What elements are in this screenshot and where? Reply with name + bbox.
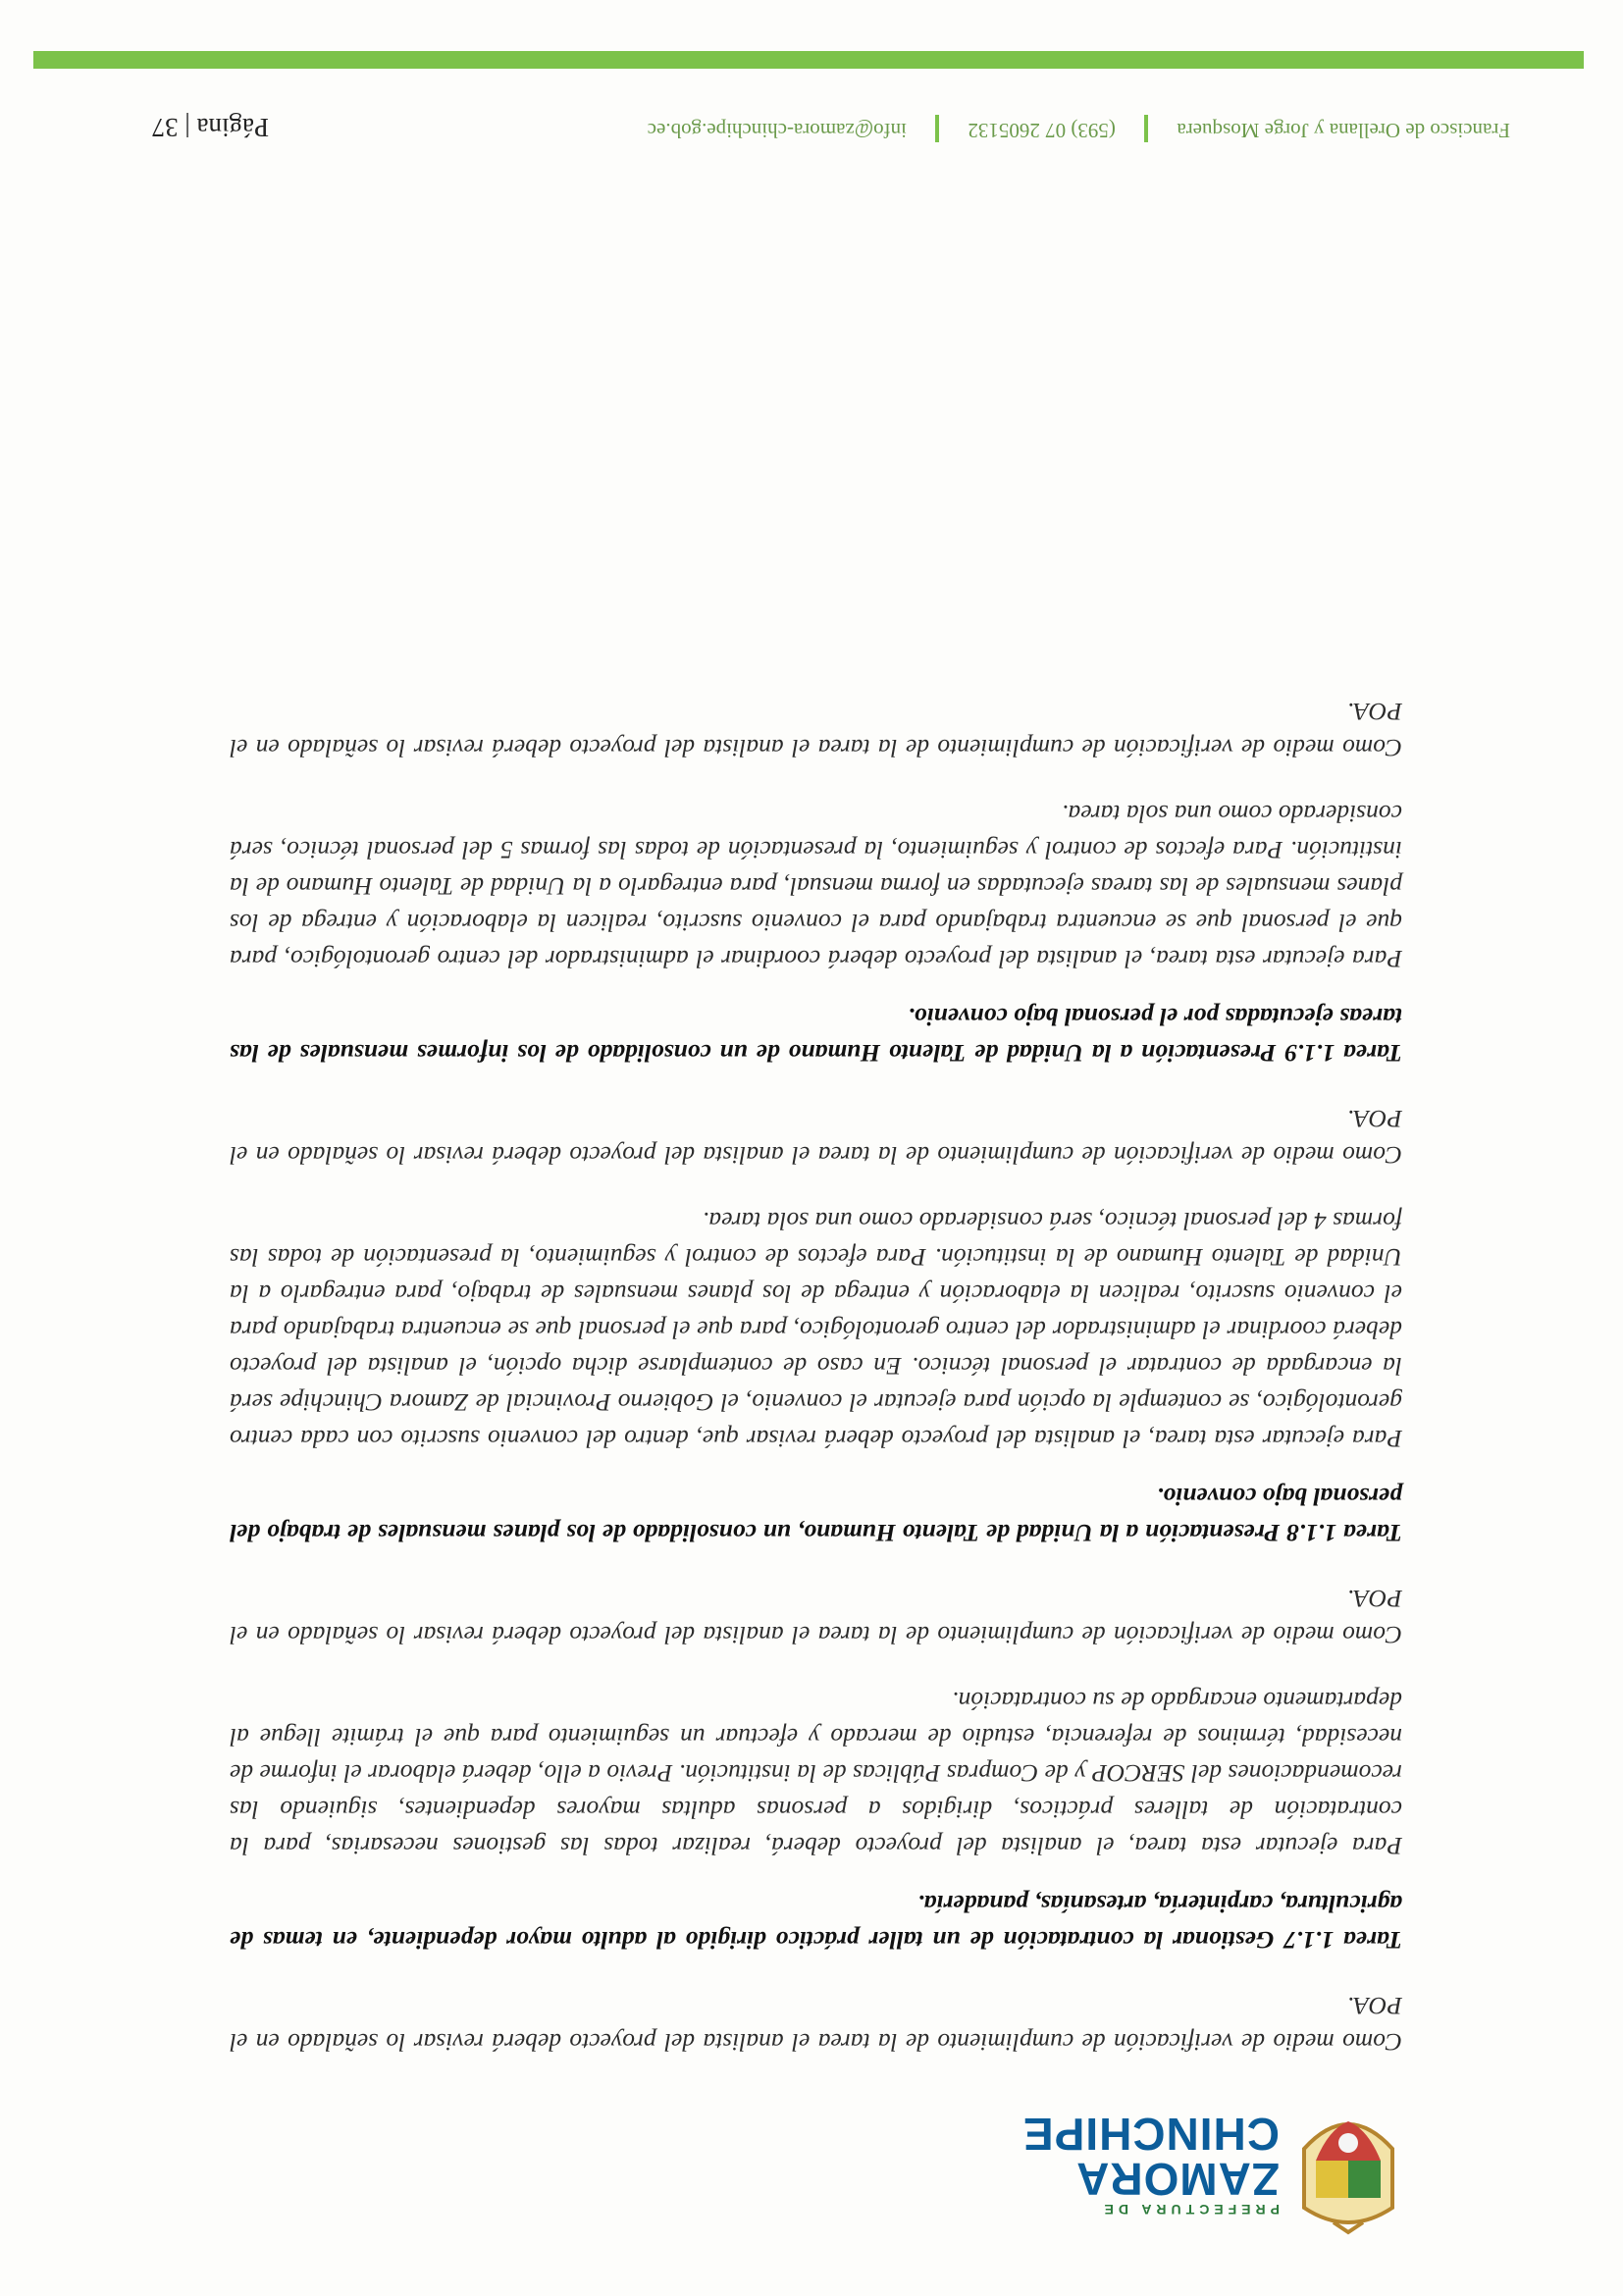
logo-line2: ZAMORA: [1075, 2154, 1280, 2205]
paragraph: Como medio de verificación de cumplimiento de la tarea el analista del proyecto deberá revisar lo señalado en el POA.: [230, 1585, 1402, 1649]
paragraph: Como medio de verificación de cumplimiento de la tarea el analista del proyecto deberá revisar lo señalado en el POA.: [230, 1105, 1402, 1170]
prefecture-logo: [892, 2100, 1402, 2237]
paragraph: Como medio de verificación de cumplimiento de la tarea el analista del proyecto deberá revisar lo señalado en el POA.: [230, 1992, 1402, 2057]
task-heading: Tarea 1.1.7 Gestionar la contratación de un taller práctico dirigido al adulto mayor dependiente, en temas de agricultura, carpintería, artesanías, panadería.: [230, 1890, 1402, 1955]
footer-email: info@zamora-chinchipe.gob.ec: [647, 119, 907, 142]
paragraph: Como medio de verificación de cumplimiento de la tarea el analista del proyecto deberá revisar lo señalado en el POA.: [230, 698, 1402, 762]
task-heading: Tarea 1.1.9 Presentación a la Unidad de Talento Humano de un consolidado de los informes mensuales de las tareas ejecutadas por el personal bajo convenio.: [230, 1003, 1402, 1068]
coat-of-arms-icon: [1294, 2100, 1402, 2237]
document-body: [230, 664, 1402, 2061]
footer-separator: [935, 115, 939, 142]
footer-separator: [1144, 115, 1148, 142]
page-number: Página | 37: [151, 113, 269, 142]
task-heading: Tarea 1.1.8 Presentación a la Unidad de Talento Humano, un consolidado de los planes mensuales de trabajo del personal bajo convenio.: [230, 1483, 1402, 1547]
paragraph: Para ejecutar esta tarea, el analista del proyecto deberá, realizar todas las gestiones necesarias, para la contratación de talleres prácticos, dirigidos a personas adultas mayores dependientes, siguiendo las recomendaciones del SERCOP y de Compras Públicas de la institución. Previo a ello, deberá elaborar el informe de necesidad, términos de referencia, estudio de mercado y efectuar un seguimiento para que el trámite llegue al departamento encargado de su contratación.: [230, 1687, 1402, 1860]
logo-line1: PREFECTURA DE: [1099, 2202, 1280, 2218]
green-header-bar: [33, 51, 1584, 69]
footer-phone: (593) 07 2605132: [968, 119, 1116, 142]
paragraph: Para ejecutar esta tarea, el analista del proyecto deberá revisar que, dentro del convenio suscrito con cada centro gerontológico, se contemple la opción para ejecutar el convenio, el Gobierno Provincial de Zamora Chinchipe será la encargada de contratar el personal técnico. En caso de contemplarse dicha opción, el analista del proyecto deberá coordinar el administrador del centro gerontológico, para que el personal que se encuentra trabajando para el convenio suscrito, realicen la elaboración y entrega de los planes mensuales de trabajo, para entregarlo a la Unidad de Talento Humano de la institución. Para efectos de control y seguimiento, la presentación de todas las formas 4 del personal técnico, será considerado como una sola tarea.: [230, 1207, 1402, 1453]
logo-line3: CHINCHIPE: [1021, 2109, 1280, 2160]
page-footer: [0, 83, 1623, 142]
footer-address: Francisco de Orellana y Jorge Mosquera: [1177, 119, 1510, 142]
paragraph: Para ejecutar esta tarea, el analista del proyecto deberá coordinar el administrador del centro gerontológico, para que el personal que se encuentra trabajando para el convenio suscrito, realicen la elaboración y entrega de los planes mensuales de las tareas ejecutadas en forma mensual, para entregarlo a la Unidad de Talento Humano de la institución. Para efectos de control y seguimiento, la presentación de todas las formas 5 del personal técnico, será considerado como una sola tarea.: [230, 800, 1402, 973]
